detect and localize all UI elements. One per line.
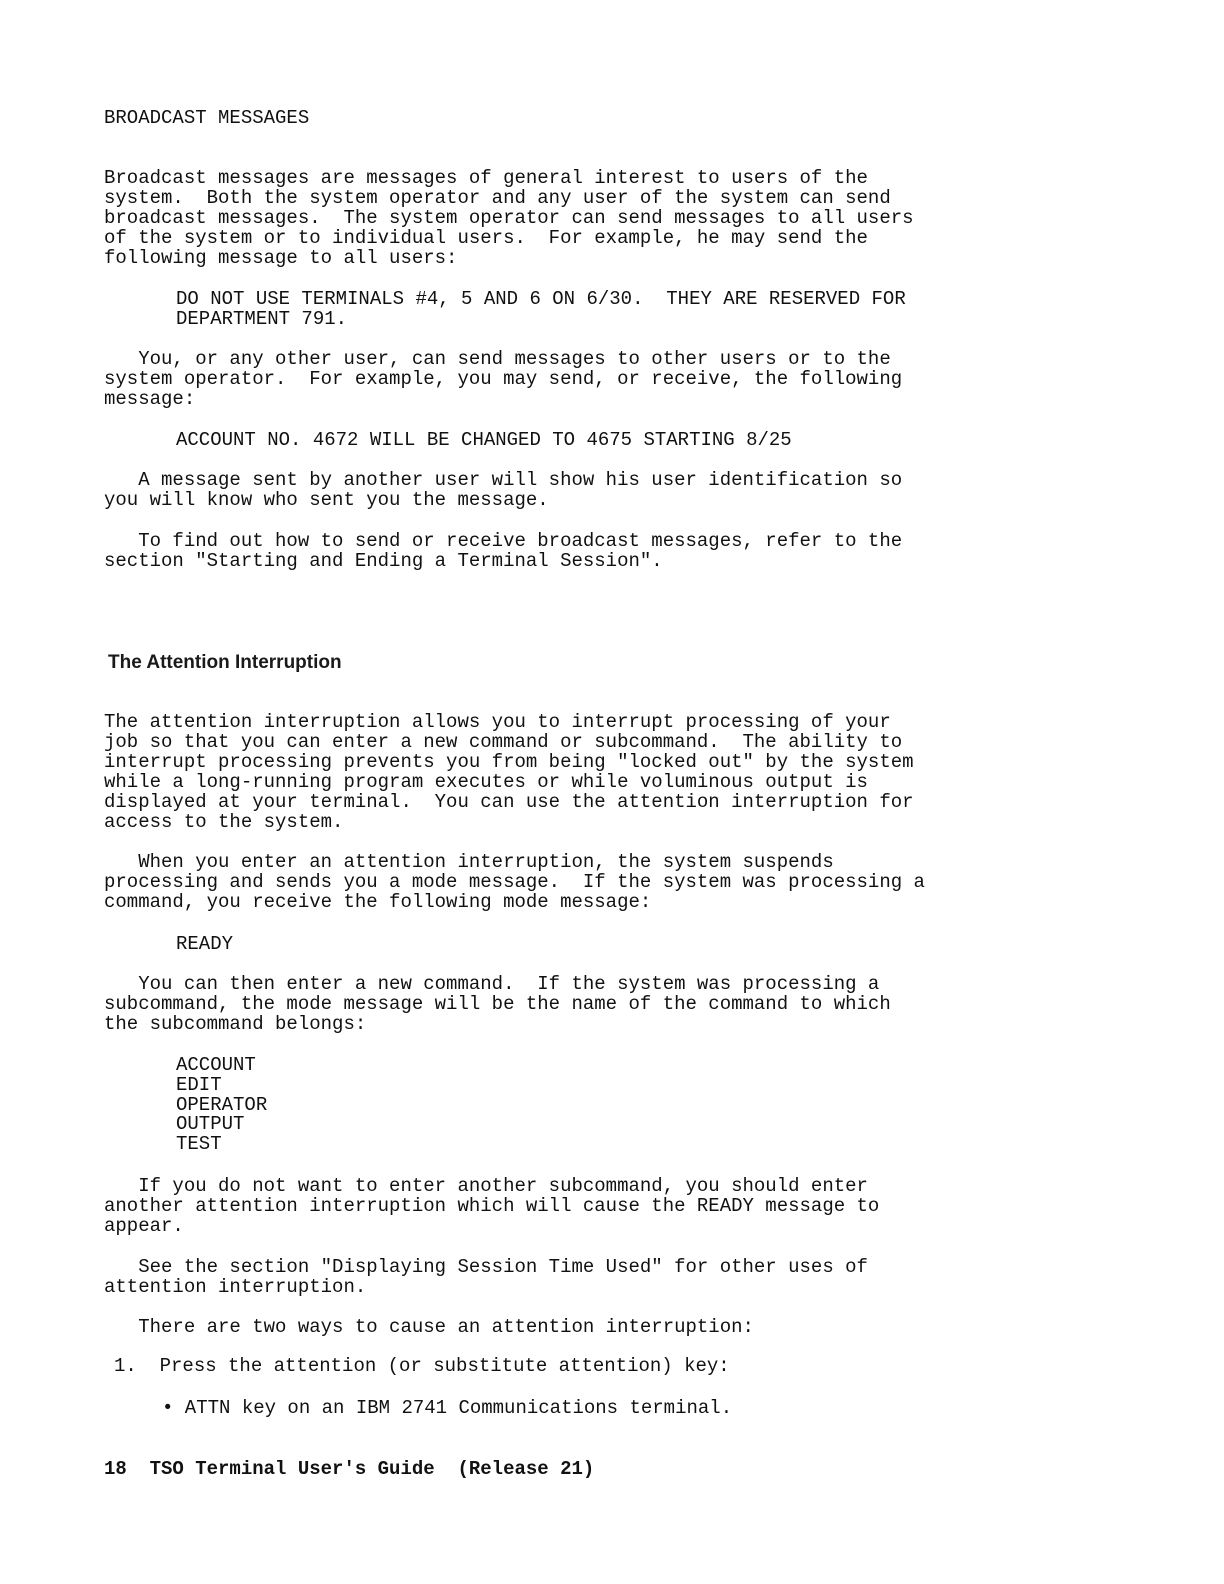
paragraph-line: access to the system. [104, 811, 344, 833]
mode-message-ready: READY [176, 933, 234, 955]
paragraph-line: command, you receive the following mode message: [104, 891, 652, 913]
paragraph-line: The attention interruption allows you to interrupt processing of your [104, 711, 891, 733]
paragraph-line: To find out how to send or receive broadcast messages, refer to the [104, 530, 903, 552]
paragraph-line: If you do not want to enter another subcommand, you should enter [104, 1175, 868, 1197]
section-heading-attention: The Attention Interruption [108, 652, 342, 673]
command-list-item: TEST [176, 1133, 222, 1155]
section-heading-broadcast: BROADCAST MESSAGES [104, 107, 310, 129]
paragraph-line: of the system or to individual users. For example, he may send the [104, 227, 868, 249]
numbered-step-1: 1. Press the attention (or substitute attention) key: [114, 1355, 730, 1377]
command-list-item: EDIT [176, 1074, 222, 1096]
paragraph-line: broadcast messages. The system operator can send messages to all users [104, 207, 914, 229]
paragraph-line: You can then enter a new command. If the system was processing a [104, 973, 880, 995]
command-list-item: OPERATOR [176, 1094, 268, 1116]
page-footer: 18 TSO Terminal User's Guide (Release 21) [104, 1458, 595, 1480]
paragraph-line: the subcommand belongs: [104, 1013, 367, 1035]
command-list-item: ACCOUNT [176, 1054, 256, 1076]
example-message-line: DEPARTMENT 791. [176, 308, 348, 330]
paragraph-line: interrupt processing prevents you from being "locked out" by the system [104, 751, 914, 773]
bullet-item: • ATTN key on an IBM 2741 Communications terminal. [162, 1397, 733, 1419]
paragraph-line: You, or any other user, can send messages to other users or to the [104, 348, 891, 370]
paragraph-line: system operator. For example, you may send, or receive, the following [104, 368, 903, 390]
paragraph-line: When you enter an attention interruption, the system suspends [104, 851, 834, 873]
paragraph-line: displayed at your terminal. You can use the attention interruption for [104, 791, 914, 813]
paragraph-line: you will know who sent you the message. [104, 489, 549, 511]
paragraph-line: There are two ways to cause an attention interruption: [104, 1316, 754, 1338]
paragraph-line: message: [104, 388, 196, 410]
paragraph-line: Broadcast messages are messages of general interest to users of the [104, 167, 868, 189]
paragraph-line: attention interruption. [104, 1276, 367, 1298]
paragraph-line: job so that you can enter a new command or subcommand. The ability to [104, 731, 903, 753]
example-message-line: ACCOUNT NO. 4672 WILL BE CHANGED TO 4675 STARTING 8/25 [176, 429, 792, 451]
example-message-line: DO NOT USE TERMINALS #4, 5 AND 6 ON 6/30. THEY ARE RESERVED FOR [176, 288, 906, 310]
paragraph-line: section "Starting and Ending a Terminal Session". [104, 550, 663, 572]
paragraph-line: processing and sends you a mode message. If the system was processing a [104, 871, 925, 893]
paragraph-line: A message sent by another user will show his user identification so [104, 469, 903, 491]
paragraph-line: subcommand, the mode message will be the name of the command to which [104, 993, 891, 1015]
paragraph-line: while a long-running program executes or while voluminous output is [104, 771, 868, 793]
paragraph-line: following message to all users: [104, 247, 458, 269]
paragraph-line: system. Both the system operator and any user of the system can send [104, 187, 891, 209]
paragraph-line: appear. [104, 1215, 184, 1237]
command-list-item: OUTPUT [176, 1113, 245, 1135]
paragraph-line: another attention interruption which will cause the READY message to [104, 1195, 880, 1217]
paragraph-line: See the section "Displaying Session Time Used" for other uses of [104, 1256, 868, 1278]
